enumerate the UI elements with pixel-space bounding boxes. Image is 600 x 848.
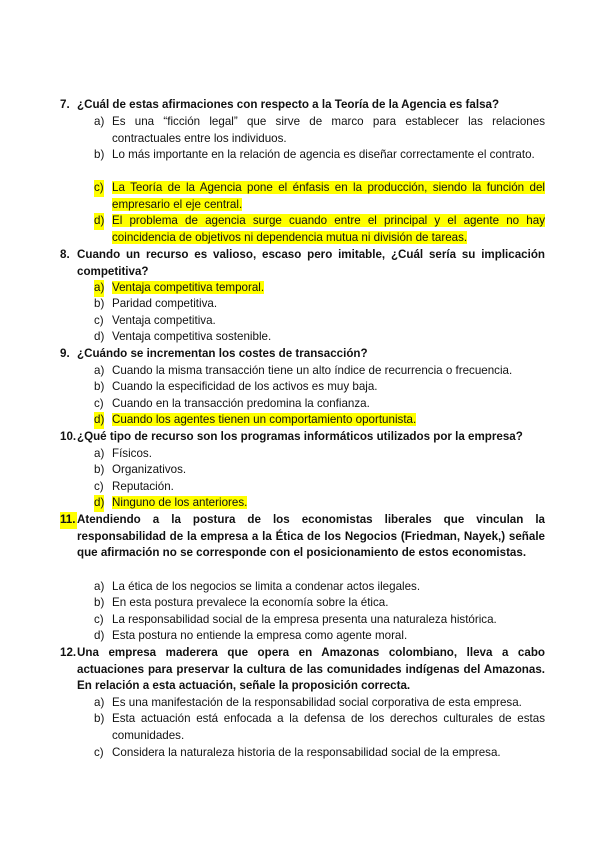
option-10b: b) Organizativos. xyxy=(94,463,187,476)
question-text: Atendiendo a la postura de los economistas liberales que vinculan la responsabilidad de la empresa a la Ética de los Negocios (Friedman, Nayek,) señale que afirmación no se corresponde con el posicionamiento de estos economistas. xyxy=(77,513,545,559)
option-7b: b) Lo más importante en la relación de agencia es diseñar correctamente el contrato. xyxy=(94,148,535,161)
question-text: ¿Qué tipo de recurso son los programas informáticos utilizados por la empresa? xyxy=(77,430,523,443)
option-7a: a) Es una “ficción legal” que sirve de marco para establecer las relaciones contractuales entre los individuos. xyxy=(94,115,545,145)
highlighted-answer: Ventaja competitiva temporal. xyxy=(112,281,265,294)
option-12c: c) Considera la naturaleza historia de la responsabilidad social de la empresa. xyxy=(94,746,501,759)
question-11 xyxy=(60,512,545,562)
option-11b: b) En esta postura prevalece la economía sobre la ética. xyxy=(94,596,389,609)
option-11d: d) Esta postura no entiende la empresa como agente moral. xyxy=(94,629,408,642)
question-text: Cuando un recurso es valioso, escaso pero imitable, ¿Cuál sería su implicación competitiva? xyxy=(77,248,545,278)
option-9c: c) Cuando en la transacción predomina la confianza. xyxy=(94,397,370,410)
option-9d: d) Cuando los agentes tienen un comportamiento oportunista. xyxy=(94,412,545,429)
question-text: ¿Cuál de estas afirmaciones con respecto a la Teoría de la Agencia es falsa? xyxy=(77,98,500,111)
question-number: 8. xyxy=(60,248,70,261)
option-10d: d) Ninguno de los anteriores. xyxy=(94,495,545,512)
option-7d: d) El problema de agencia surge cuando entre el principal y el agente no hay coincidencia de objetivos ni dependencia mutua ni división de tareas. xyxy=(94,214,545,244)
option-11c: c) La responsabilidad social de la empresa presenta una naturaleza histórica. xyxy=(94,613,497,626)
question-text: ¿Cuándo se incrementan los costes de transacción? xyxy=(77,347,368,360)
question-number: 10. xyxy=(60,430,77,443)
question-9 xyxy=(60,346,545,363)
highlighted-answer: La Teoría de la Agencia pone el énfasis en la producción, siendo la función del empresario el eje central. xyxy=(112,181,545,211)
option-9b: b) Cuando la especificidad de los activos es muy baja. xyxy=(94,380,378,393)
option-10c: c) Reputación. xyxy=(94,480,174,493)
question-number: 12. xyxy=(60,646,77,659)
question-12 xyxy=(60,645,545,695)
option-8d: d) Ventaja competitiva sostenible. xyxy=(94,330,272,343)
question-text: Una empresa maderera que opera en Amazonas colombiano, lleva a cabo actuaciones para preservar la cultura de las comunidades indígenas del Amazonas. En relación a esta actuación, señale la proposición correcta. xyxy=(77,646,545,692)
highlighted-answer: Ninguno de los anteriores. xyxy=(112,496,248,509)
option-7c: c) La Teoría de la Agencia pone el énfasis en la producción, siendo la función del empresario el eje central. xyxy=(94,181,545,211)
question-number: 9. xyxy=(60,347,70,360)
option-8c: c) Ventaja competitiva. xyxy=(94,314,216,327)
question-number: 7. xyxy=(60,98,70,111)
highlighted-answer: Cuando los agentes tienen un comportamiento oportunista. xyxy=(112,413,417,426)
highlighted-answer: El problema de agencia surge cuando entre el principal y el agente no hay coincidencia de objetivos ni dependencia mutua ni división de tareas. xyxy=(112,214,545,244)
question-10 xyxy=(60,429,545,446)
option-8a: a) Ventaja competitiva temporal. xyxy=(94,280,545,297)
option-9a: a) Cuando la misma transacción tiene un alto índice de recurrencia o frecuencia. xyxy=(94,364,513,377)
option-8b: b) Paridad competitiva. xyxy=(94,297,218,310)
question-number: 11. xyxy=(60,512,77,529)
option-11a: a) La ética de los negocios se limita a condenar actos ilegales. xyxy=(94,580,421,593)
option-10a: a) Físicos. xyxy=(94,447,152,460)
option-12b: b) Esta actuación está enfocada a la defensa de los derechos culturales de estas comunidades. xyxy=(94,712,545,742)
option-12a: a) Es una manifestación de la responsabilidad social corporativa de esta empresa. xyxy=(94,696,522,709)
question-7 xyxy=(60,97,545,114)
question-8 xyxy=(60,247,545,280)
